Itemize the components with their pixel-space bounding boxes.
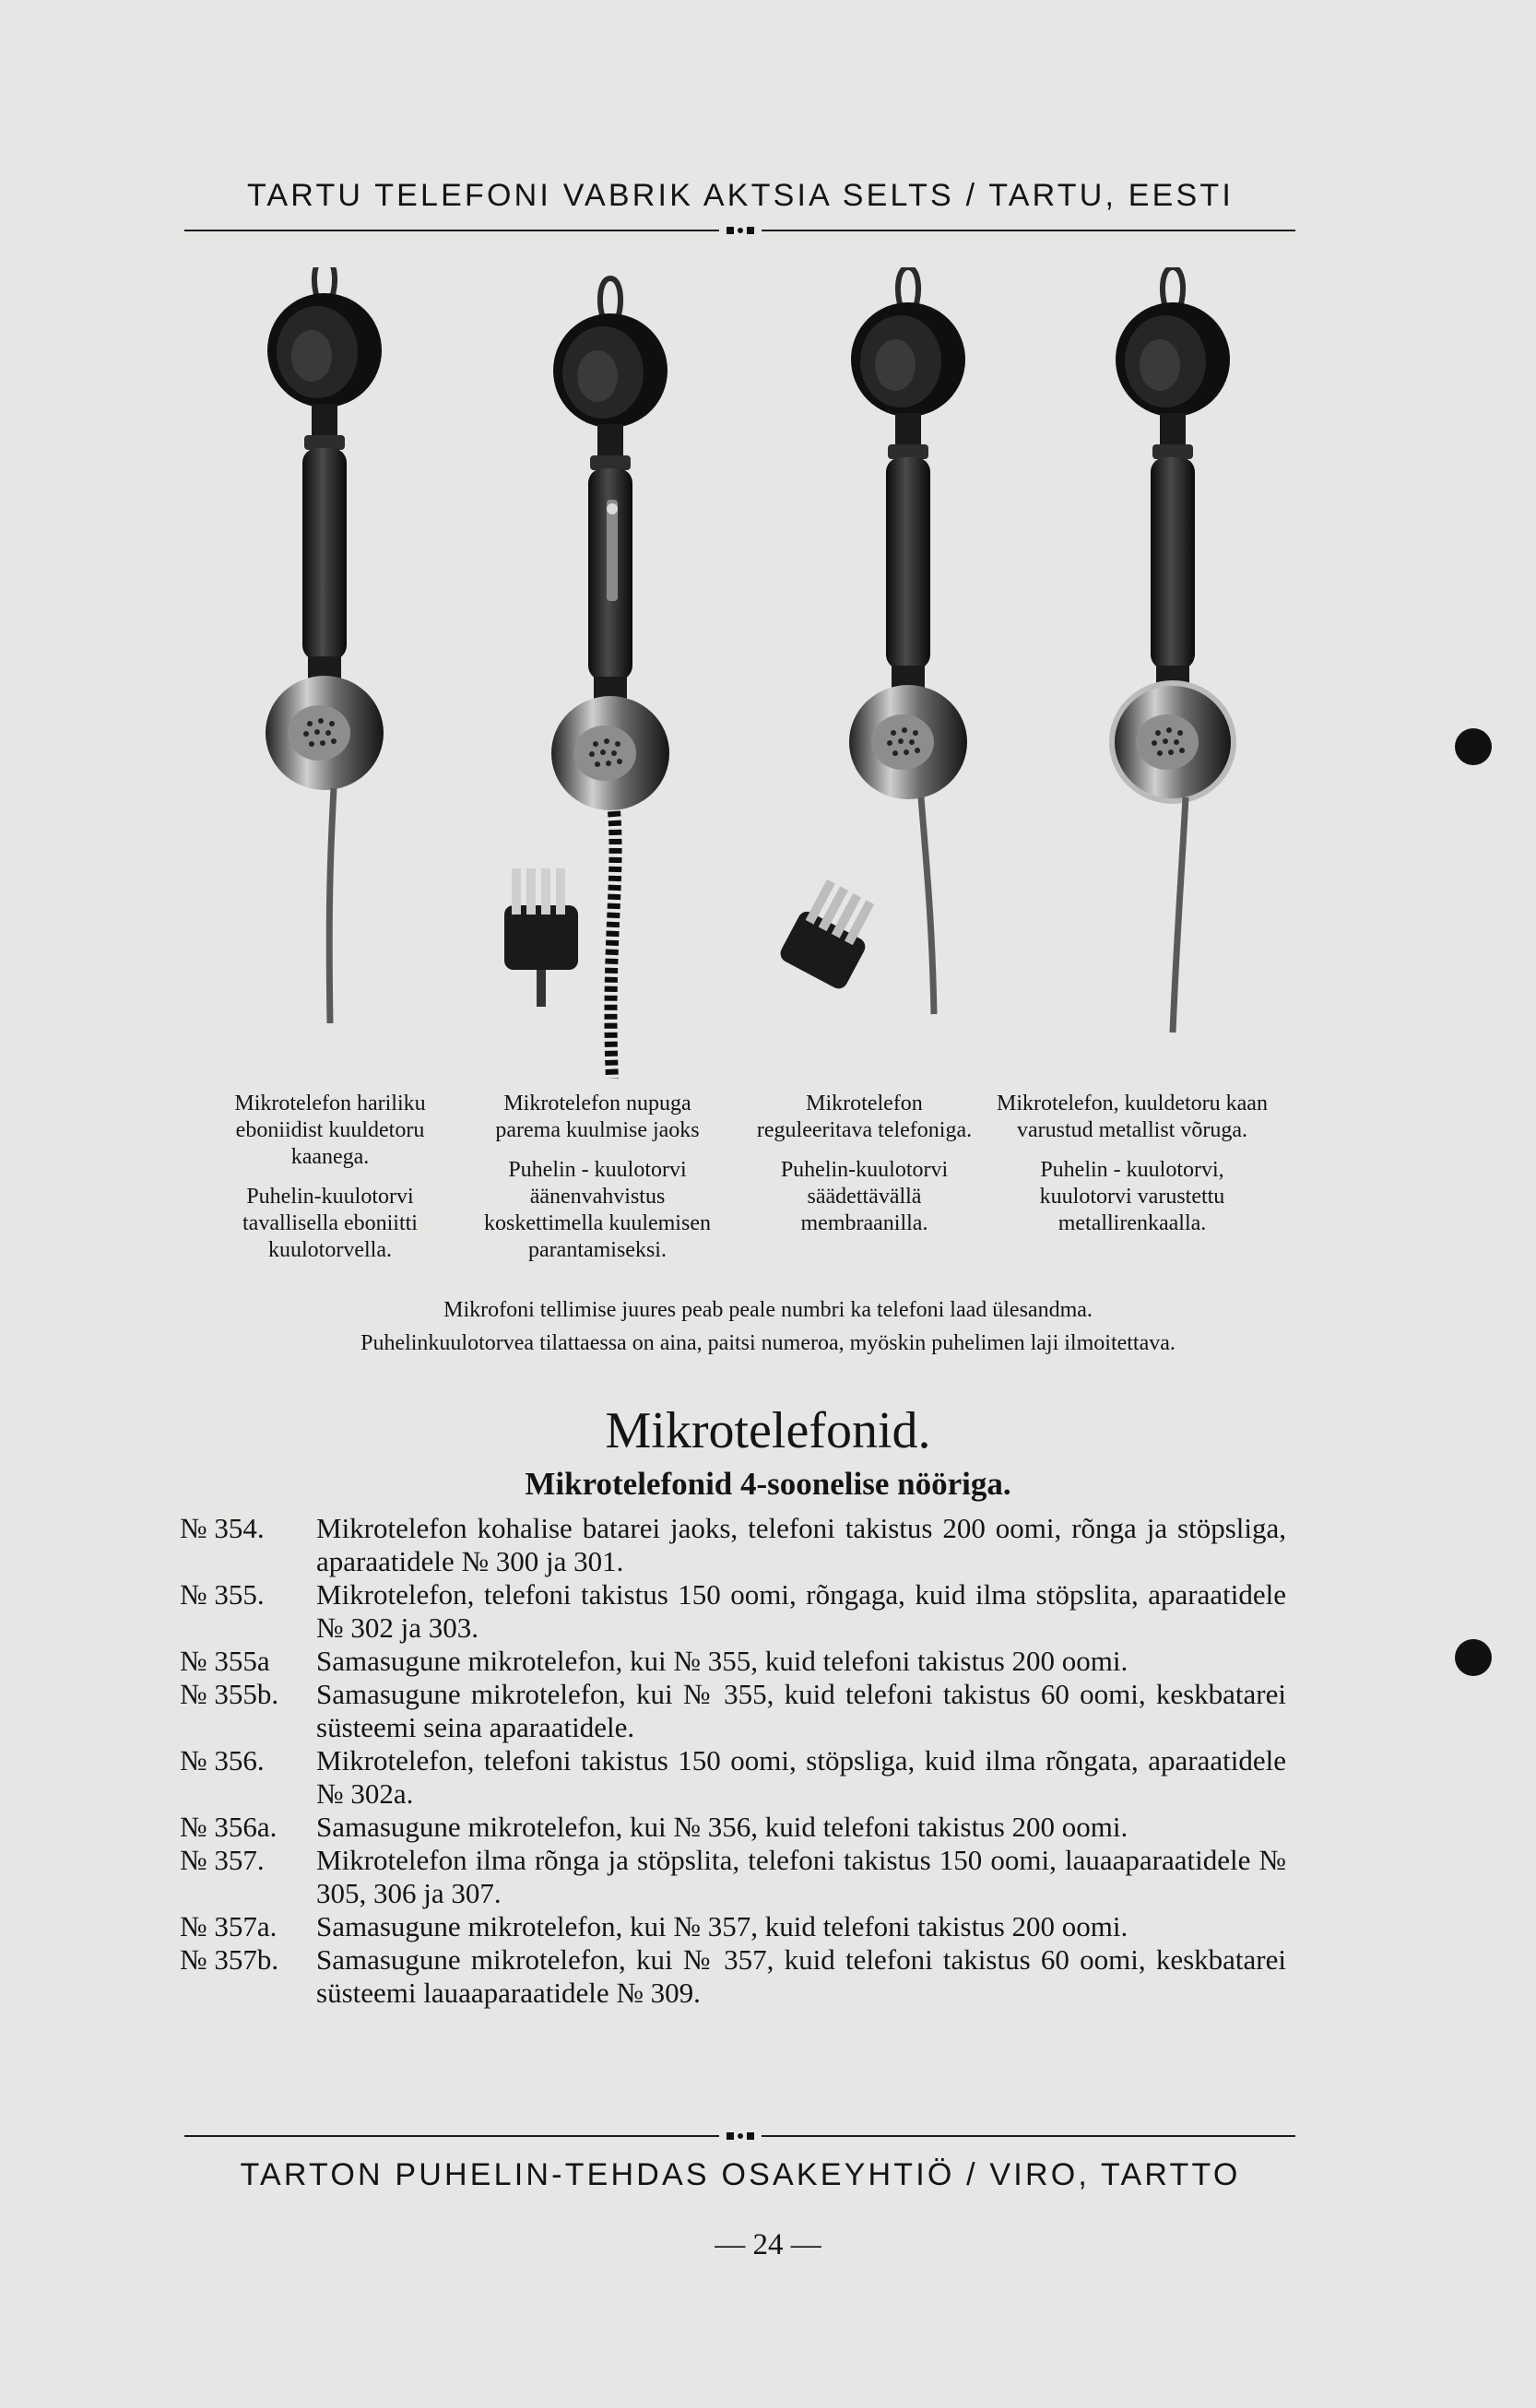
item-number: № 357a.: [180, 1910, 278, 1942]
list-item: [180, 1578, 1286, 1645]
handset-4-icon: [1112, 267, 1234, 1033]
list-item: [180, 1512, 1286, 1578]
list-item: [180, 1678, 1286, 1744]
item-number: № 354.: [180, 1512, 265, 1544]
caption-3: Mikrotelefon reguleeritava telefoniga. Puhelin-kuulotorvi säädettävällä membraanilla.: [756, 1092, 973, 1235]
handset-photographs: [184, 267, 1337, 1079]
punch-hole-icon: [1455, 728, 1492, 765]
caption-4: Mikrotelefon, kuuldetoru kaan varustud metallist võruga. Puhelin - kuulotorvi, kuulotorvi varustettu metallirenkaalla.: [997, 1092, 1268, 1235]
list-item: [180, 1744, 1286, 1811]
caption-1: Mikrotelefon hariliku eboniidist kuuldetoru kaanega. Puhelin-kuulotorvi tavallisella eboniitti kuulotorvella.: [234, 1092, 426, 1262]
handset-3-icon: [777, 267, 967, 1014]
list-item: [180, 1910, 1286, 1943]
list-item: [180, 1645, 1286, 1678]
section-title: Mikrotelefonid.: [605, 1402, 931, 1459]
handset-1-icon: [266, 267, 384, 1023]
page-footer: TARTON PUHELIN-TEHDAS OSAKEYHTIÖ / VIRO, TARTTO: [240, 2157, 1241, 2192]
item-number: № 355.: [180, 1578, 265, 1611]
item-number: № 357.: [180, 1844, 265, 1876]
item-description: Mikrotelefon ilma rõnga ja stöpslita, telefoni takistus 150 oomi, lauaaparaatidele № 305, 306 ja 307.: [316, 1844, 1286, 1909]
ornament-dots-icon: [725, 2131, 756, 2142]
item-description: Samasugune mikrotelefon, kui № 356, kuid telefoni takistus 200 oomi.: [316, 1811, 1128, 1843]
item-number: № 355a: [180, 1645, 270, 1677]
list-item: [180, 1811, 1286, 1844]
product-list: [180, 1512, 1286, 2010]
item-number: № 357b.: [180, 1943, 279, 1976]
item-description: Samasugune mikrotelefon, kui № 355, kuid telefoni takistus 60 oomi, keskbatarei süsteemi seina aparaatidele.: [316, 1678, 1286, 1743]
section-subtitle: Mikrotelefonid 4-soonelise nööriga.: [525, 1466, 1011, 1502]
handset-2-icon: [504, 278, 669, 1079]
caption-2: Mikrotelefon nupuga parema kuulmise jaoks Puhelin - kuulotorvi äänenvahvistus koskettimella kuulemisen parantamiseksi.: [484, 1092, 711, 1262]
item-number: № 356a.: [180, 1811, 278, 1843]
item-number: № 356.: [180, 1744, 265, 1776]
ornament-dots-icon: [725, 225, 756, 236]
page-number: — 24 —: [715, 2228, 821, 2261]
list-item: [180, 1943, 1286, 2010]
item-description: Samasugune mikrotelefon, kui № 357, kuid telefoni takistus 200 oomi.: [316, 1910, 1128, 1942]
item-description: Samasugune mikrotelefon, kui № 357, kuid telefoni takistus 60 oomi, keskbatarei süsteemi lauaaparaatidele № 309.: [316, 1943, 1286, 2009]
punch-hole-icon: [1455, 1639, 1492, 1676]
item-number: № 355b.: [180, 1678, 279, 1710]
order-note-et: Mikrofoni tellimise juures peab peale numbri ka telefoni laad ülesandma.: [443, 1298, 1093, 1322]
item-description: Mikrotelefon kohalise batarei jaoks, telefoni takistus 200 oomi, rõnga ja stöpsliga, aparaatidele № 300 ja 301.: [316, 1512, 1286, 1577]
header-rule: [184, 224, 1295, 237]
footer-rule: [184, 2130, 1295, 2142]
item-description: Mikrotelefon, telefoni takistus 150 oomi, stöpsliga, kuid ilma rõngata, aparaatidele № 302a.: [316, 1744, 1286, 1810]
order-note-fi: Puhelinkuulotorvea tilattaessa on aina, paitsi numeroa, myöskin puhelimen laji ilmoitettava.: [360, 1331, 1176, 1355]
list-item: [180, 1844, 1286, 1910]
item-description: Mikrotelefon, telefoni takistus 150 oomi, rõngaga, kuid ilma stöpslita, aparaatidele № 302 ja 303.: [316, 1578, 1286, 1644]
page-header: TARTU TELEFONI VABRIK AKTSIA SELTS / TARTU, EESTI: [246, 178, 1234, 213]
item-description: Samasugune mikrotelefon, kui № 355, kuid telefoni takistus 200 oomi.: [316, 1645, 1128, 1677]
